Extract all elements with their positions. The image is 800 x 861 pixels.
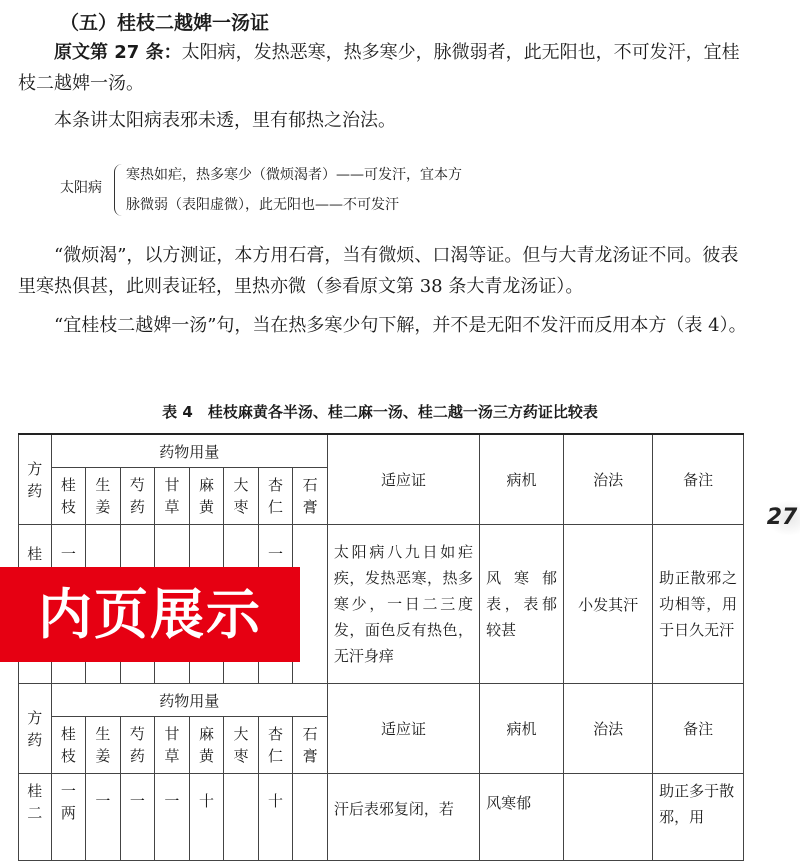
dose-cell: 一 [120, 774, 155, 861]
header-indication: 适应证 [327, 684, 479, 774]
diagram-brace [114, 164, 123, 216]
treatment-cell [564, 774, 653, 861]
dose-cell: 一两 [51, 774, 86, 861]
herb-cell: 大枣 [224, 468, 259, 525]
herb-cell: 麻黄 [189, 468, 224, 525]
table-row [19, 774, 744, 861]
article-text: 太阳病，发热恶寒，热多寒少，脉微弱者，此无阳也，不可发汗，宜桂枝二越婢一汤。 [18, 42, 740, 94]
herb-cell: 石膏 [293, 468, 328, 525]
header-formula: 方药 [19, 684, 52, 774]
herb-cell: 石膏 [293, 717, 328, 774]
table-header-row [19, 434, 744, 468]
dose-cell: 十 [189, 774, 224, 861]
herb-cell: 甘草 [155, 468, 190, 525]
note-cell: 助正散邪之功相等，用于日久无汗 [653, 525, 744, 684]
header-dosage: 药物用量 [51, 684, 327, 717]
explanation-paragraph: “宜桂枝二越婢一汤”句，当在热多寒少句下解，并不是无阳不发汗而反用本方（表 4）。 [54, 315, 747, 336]
page-number: 27 [762, 496, 800, 540]
comparison-paragraph: “微烦渴”，以方测证，本方用石膏，当有微烦、口渴等证。但与大青龙汤证不同。彼表里寒热俱甚，此则表证轻，里热亦微（参看原文第 38 条大青龙汤证）。 [18, 245, 739, 297]
header-treatment: 治法 [564, 434, 653, 525]
indication-cell: 汗后表邪复闭，若 [327, 774, 479, 861]
diagram-branch-1: 寒热如疟，热多寒少（微烦渴者）——可发汗，宜本方 [126, 167, 462, 183]
dose-cell: 一 [258, 525, 293, 684]
header-treatment: 治法 [564, 684, 653, 774]
herb-cell: 杏仁 [258, 468, 293, 525]
indication-cell: 太阳病八九日如疟疾，发热恶寒，热多寒少，一日二三度发，面色反有热色，无汗身痒 [327, 525, 479, 684]
formula-cell: 桂 [19, 525, 52, 684]
diagram-branch-2: 脉微弱（表阳虚微），此无阳也——不可发汗 [126, 197, 399, 213]
dose-cell: 一 [51, 525, 86, 684]
herb-cell: 生姜 [86, 717, 121, 774]
herb-cell: 桂枝 [51, 717, 86, 774]
herb-cell: 芍药 [120, 468, 155, 525]
herb-cell: 杏仁 [258, 717, 293, 774]
diagram-root: 太阳病 [60, 180, 102, 196]
header-mechanism: 病机 [480, 434, 564, 525]
header-mechanism: 病机 [480, 684, 564, 774]
header-note: 备注 [653, 434, 744, 525]
summary-paragraph: 本条讲太阳病表邪未透，里有郁热之治法。 [54, 110, 396, 131]
table-caption: 表 4 桂枝麻黄各半汤、桂二麻一汤、桂二越一汤三方药证比较表 [162, 403, 598, 421]
header-formula: 方药 [19, 434, 52, 525]
table-header-row [19, 684, 744, 717]
herb-cell: 生姜 [86, 468, 121, 525]
header-dosage: 药物用量 [51, 434, 327, 468]
dose-cell: 一 [155, 774, 190, 861]
dose-cell [293, 774, 328, 861]
mechanism-cell: 风寒郁 [480, 774, 564, 861]
herb-cell: 桂枝 [51, 468, 86, 525]
header-note: 备注 [653, 684, 744, 774]
header-indication: 适应证 [327, 434, 479, 525]
dose-cell: 一 [86, 774, 121, 861]
herb-cell: 麻黄 [189, 717, 224, 774]
dose-cell [224, 774, 259, 861]
treatment-cell: 小发其汗 [564, 525, 653, 684]
formula-cell: 桂二 [19, 774, 52, 861]
herb-cell: 甘草 [155, 717, 190, 774]
article-label: 原文第 27 条： [54, 42, 182, 63]
section-heading: （五）桂枝二越婢一汤证 [60, 12, 270, 34]
herb-cell: 大枣 [224, 717, 259, 774]
article-paragraph [18, 37, 748, 99]
herb-cell: 芍药 [120, 717, 155, 774]
promo-banner: 内页展示 [0, 567, 300, 662]
note-cell: 助正多于散邪，用 [653, 774, 744, 861]
mechanism-cell: 风寒郁表，表郁较甚 [480, 525, 564, 684]
dose-cell: 十 [258, 774, 293, 861]
